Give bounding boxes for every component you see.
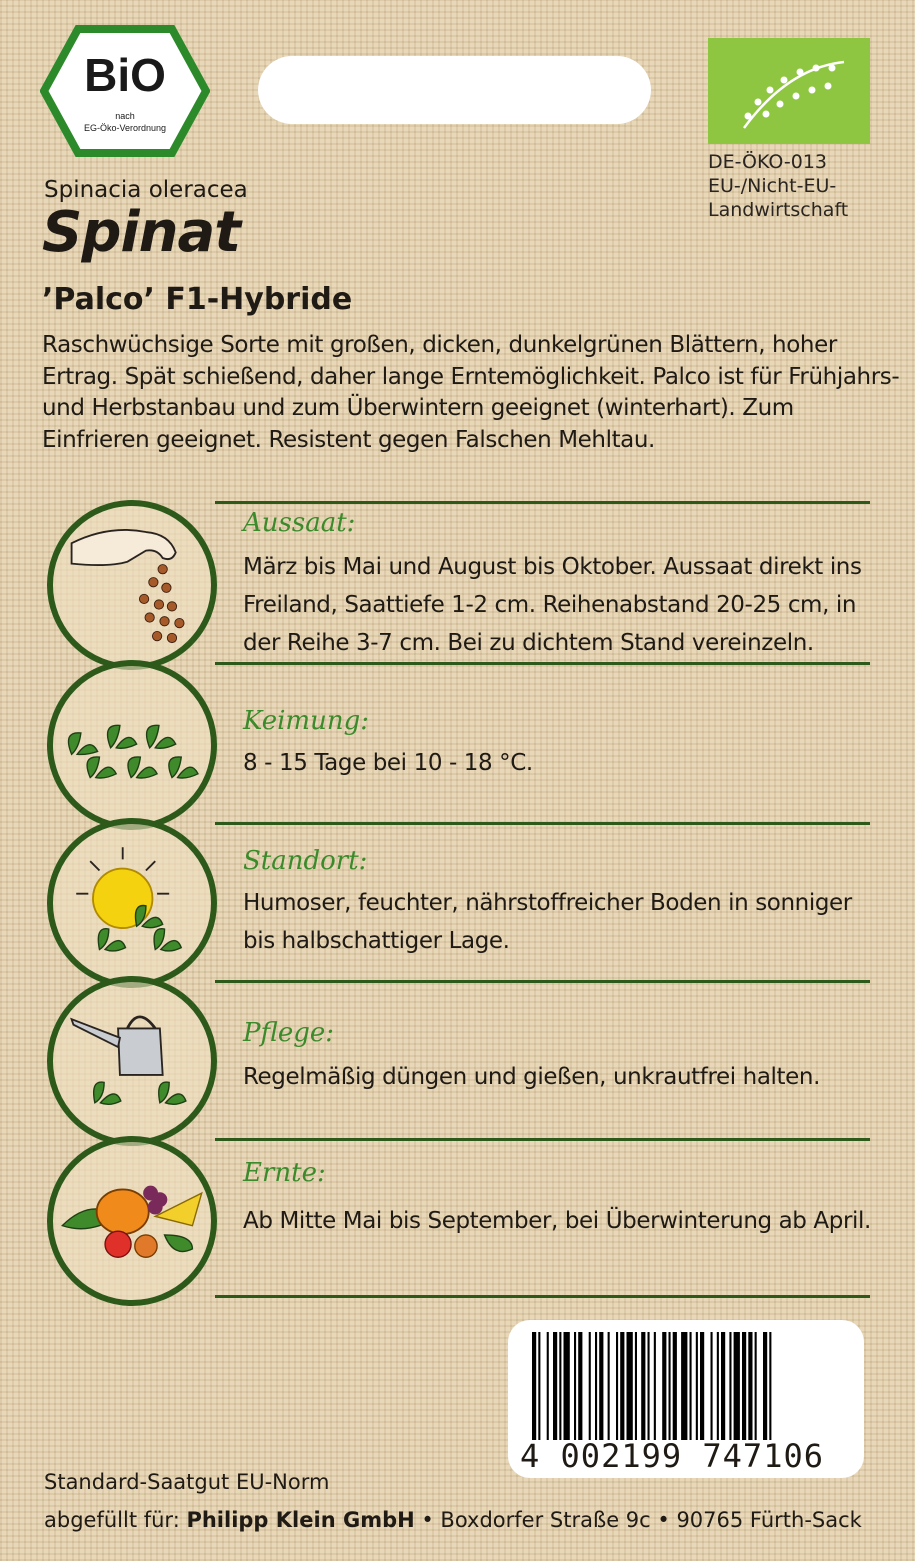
section-text-sowing: März bis Mai und August bis Oktober. Aussaat direkt ins Freiland, Saattiefe 1-2 cm. Reihenabstand 20-25 cm, in der Reihe 3-7 cm. Bei zu dichtem Stand vereinzeln. [243, 554, 862, 656]
svg-text:EG-Öko-Verordnung: EG-Öko-Verordnung [83, 123, 167, 133]
barcode-number: 4 002199 747106 [520, 1437, 824, 1475]
section-divider [215, 1138, 870, 1141]
section-divider [215, 980, 870, 983]
variety-name: ’Palco’ F1-Hybride [42, 282, 353, 317]
barcode-bar [627, 1332, 633, 1440]
barcode-bar [564, 1332, 570, 1440]
barcode-bar [721, 1332, 725, 1440]
svg-text:BiO: BiO [84, 49, 166, 101]
barcode-bar [763, 1332, 767, 1440]
barcode-bar [711, 1332, 713, 1440]
section-divider [215, 501, 870, 504]
barcode-bar [734, 1332, 740, 1440]
barcode-bar [620, 1332, 624, 1440]
barcode-bar [589, 1332, 591, 1440]
barcode-image [528, 1332, 844, 1440]
barcode-bar [648, 1332, 650, 1440]
barcode-bar [559, 1332, 561, 1440]
bio-seal-logo [40, 25, 210, 157]
barcode-bar [748, 1332, 752, 1440]
barcode-bar [635, 1332, 637, 1440]
section-divider [215, 1295, 870, 1298]
filled-for-label: abgefüllt für: [44, 1508, 180, 1532]
section-text-germination: 8 - 15 Tage bei 10 - 18 °C. [243, 750, 533, 776]
barcode-bar [599, 1332, 603, 1440]
barcode-bar [690, 1332, 692, 1440]
barcode-bar [681, 1332, 687, 1440]
sprouts-icon [47, 660, 217, 830]
sun-plants-icon [47, 818, 217, 988]
harvest-basket-icon [47, 1136, 217, 1306]
barcode-bar [532, 1332, 536, 1440]
section-text-harvest: Ab Mitte Mai bis September, bei Überwinterung ab April. [243, 1208, 871, 1234]
section-text-care: Regelmäßig düngen und gießen, unkrautfrei halten. [243, 1064, 820, 1090]
barcode-bar [729, 1332, 731, 1440]
origin-line-1: EU-/Nicht-EU- [708, 175, 837, 197]
barcode-bar [669, 1332, 671, 1440]
organic-control-code: DE-ÖKO-013 [708, 151, 828, 173]
section-title-harvest: Ernte: [243, 1158, 326, 1188]
company-name: Philipp Klein GmbH [186, 1508, 415, 1532]
barcode-bar [641, 1332, 645, 1440]
product-description: Raschwüchsige Sorte mit großen, dicken, dunkelgrünen Blättern, hoher Ertrag. Spät schießend, daher lange Erntemöglichkeit. Palco ist für Frühjahrs- und Herbstanbau und zum Überwintern geeignet (winterhart). Zum Einfrieren geeignet. Resistent gegen Falschen Mehltau. [42, 332, 900, 453]
barcode-bar [755, 1332, 757, 1440]
section-divider [215, 822, 870, 825]
barcode-bar [662, 1332, 666, 1440]
seed-standard: Standard-Saatgut EU-Norm [44, 1470, 330, 1494]
section-title-germination: Keimung: [243, 706, 369, 736]
company-address: • Boxdorfer Straße 9c • 90765 Fürth-Sack [421, 1508, 862, 1532]
barcode-bar [769, 1332, 771, 1440]
packager-address [44, 1508, 862, 1532]
barcode-bar [608, 1332, 610, 1440]
section-divider [215, 662, 870, 665]
barcode-bar [717, 1332, 719, 1440]
section-title-care: Pflege: [243, 1018, 335, 1048]
barcode-bar [538, 1332, 540, 1440]
latin-name: Spinacia oleracea [44, 177, 248, 203]
section-title-location: Standort: [243, 846, 368, 876]
eu-organic-code-block [708, 150, 848, 222]
barcode-bar [673, 1332, 677, 1440]
barcode-bar [574, 1332, 576, 1440]
label-blank-area [258, 56, 651, 124]
watering-can-icon [47, 976, 217, 1146]
barcode-bar [595, 1332, 597, 1440]
product-title: Spinat [42, 200, 241, 265]
barcode-bar [553, 1332, 557, 1440]
barcode-bar [700, 1332, 704, 1440]
svg-text:nach: nach [115, 111, 135, 121]
barcode-bar [547, 1332, 549, 1440]
section-title-sowing: Aussaat: [243, 508, 356, 538]
barcode-bar [696, 1332, 698, 1440]
barcode-bar [654, 1332, 656, 1440]
barcode-bar [578, 1332, 582, 1440]
barcode-bar [742, 1332, 746, 1440]
sowing-hand-icon [47, 500, 217, 670]
barcode-bar [616, 1332, 618, 1440]
origin-line-2: Landwirtschaft [708, 199, 849, 221]
section-text-location: Humoser, feuchter, nährstoffreicher Boden in sonniger bis halbschattiger Lage. [243, 890, 852, 954]
eu-organic-leaf-logo [708, 38, 870, 144]
